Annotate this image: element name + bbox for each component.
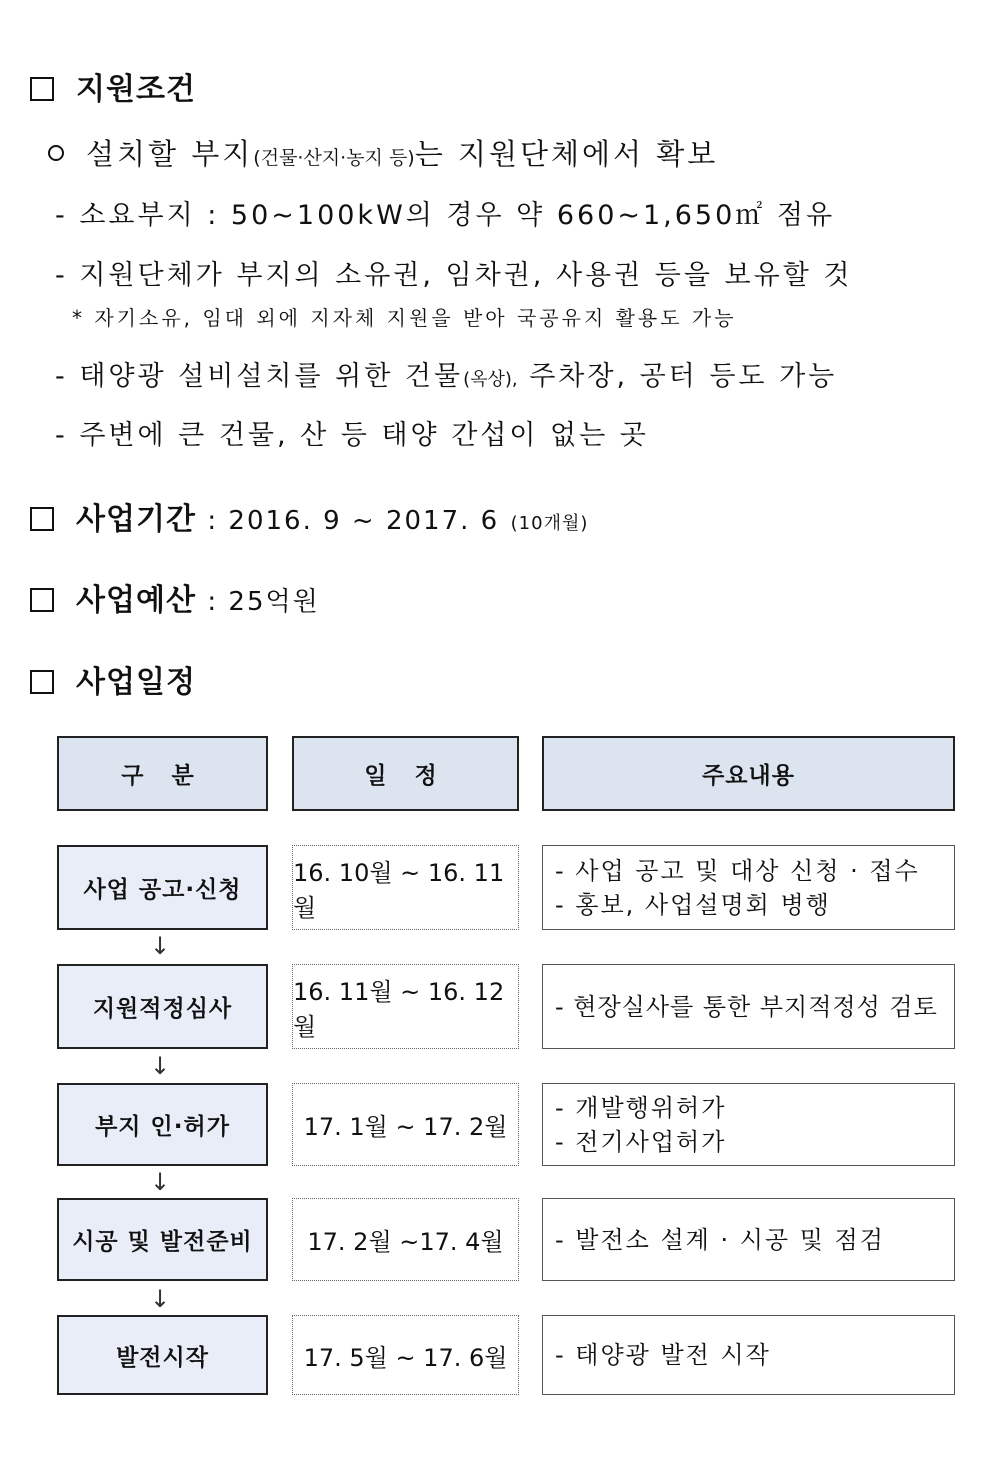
condition-main-bullet: 설치할 부지(건물·산지·농지 등)는 지원단체에서 확보 <box>48 132 718 173</box>
section-title: 사업예산 <box>76 583 196 618</box>
period-value: : 2016. 9 ~ 2017. 6 <box>207 506 500 536</box>
section-heading-conditions <box>30 64 196 108</box>
step-date: 17. 1월 ~ 17. 2월 <box>292 1083 519 1166</box>
circle-bullet-icon <box>48 145 64 161</box>
step-description: - 개발행위허가 - 전기사업허가 <box>542 1083 955 1166</box>
checkbox-square-icon <box>30 588 54 612</box>
condition-item-shading: - 주변에 큰 건물, 산 등 태양 간섭이 없는 곳 <box>55 420 649 451</box>
step-permit: 부지 인·허가 <box>57 1083 268 1166</box>
step-date: 17. 2월 ~17. 4월 <box>292 1198 519 1281</box>
section-title: 사업일정 <box>76 665 196 700</box>
budget-value: : 25억원 <box>207 587 320 617</box>
section-heading-budget <box>30 575 320 619</box>
step-description: - 태양광 발전 시작 <box>542 1315 955 1395</box>
step-description: - 사업 공고 및 대상 신청 · 접수 - 홍보, 사업설명회 병행 <box>542 845 955 930</box>
step-review: 지원적정심사 <box>57 964 268 1049</box>
down-arrow-icon: ↓ <box>150 1285 171 1313</box>
down-arrow-icon: ↓ <box>150 932 171 960</box>
condition-note: * 자기소유, 임대 외에 지자체 지원을 받아 국공유지 활용도 가능 <box>72 306 737 330</box>
down-arrow-icon: ↓ <box>150 1052 171 1080</box>
step-date: 16. 10월 ~ 16. 11월 <box>292 845 519 930</box>
step-description: - 현장실사를 통한 부지적정성 검토 <box>542 964 955 1049</box>
section-title: 지원조건 <box>76 72 196 107</box>
section-title: 사업기간 <box>76 502 196 537</box>
table-header-content: 주요내용 <box>542 736 955 811</box>
section-heading-period <box>30 494 588 538</box>
step-announcement: 사업 공고·신청 <box>57 845 268 930</box>
step-date: 16. 11월 ~ 16. 12월 <box>292 964 519 1049</box>
checkbox-square-icon <box>30 670 54 694</box>
period-note: (10개월) <box>510 513 589 534</box>
step-date: 17. 5월 ~ 17. 6월 <box>292 1315 519 1395</box>
down-arrow-icon: ↓ <box>150 1168 171 1196</box>
checkbox-square-icon <box>30 77 54 101</box>
section-heading-schedule <box>30 657 196 701</box>
condition-item-facility: - 태양광 설비설치를 위한 건물(옥상), 주차장, 공터 등도 가능 <box>55 361 838 392</box>
step-generation-start: 발전시작 <box>57 1315 268 1395</box>
checkbox-square-icon <box>30 507 54 531</box>
step-construction: 시공 및 발전준비 <box>57 1198 268 1281</box>
condition-item-ownership: - 지원단체가 부지의 소유권, 임차권, 사용권 등을 보유할 것 <box>55 260 853 291</box>
table-header-schedule: 일 정 <box>292 736 519 811</box>
table-header-category: 구 분 <box>57 736 268 811</box>
step-description: - 발전소 설계 · 시공 및 점검 <box>542 1198 955 1281</box>
condition-item-area: - 소요부지 : 50~100kW의 경우 약 660~1,650㎡ 점유 <box>55 200 836 231</box>
